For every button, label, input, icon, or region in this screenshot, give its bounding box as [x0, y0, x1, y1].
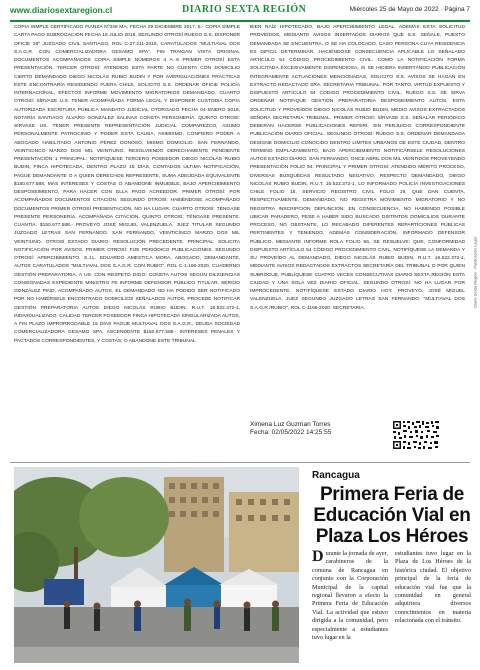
electronic-signature	[250, 421, 380, 437]
legal-notice-column-right: BIEN RAÍZ HIPOTECADO, BAJO APERCIBIMIENTO LEGAL. ADEMÁS ESTA SOLICITUD PROVEÍDOS, MEDIANTE AVISOS INSERTADOS DIARIOS QUE S.S. SEÑALE, PUESTO DEMANDADA SE ENCUENTRA, O SE HA COLOCADO, CASO PERSONA CUYA RESIDENCIA ES DIFÍCIL DETERMINAR, HACIÉNDOSE CONSECUENCIA APLICABLE LO SEÑALADO ARTÍCULO 54 CÓDIGO PROCEDIMIENTO CIVIL. COMO LA NOTIFICACIÓN FORMA SOLICITADA EXCESIVAMENTE DISPENDIOSA, SI SE HICIERA INSERTÁNDO PUBLICACIÓN ÍNTEGRAMENTE ACTUACIONES MENCIONADAS, SOLICITO S.S. AVISOS SE HAGAN EN EXTRACTO REDACTADO SRA. SECRETARIA TRIBUNAL. POR TANTO, VIRTUD EXPUESTO Y DISPUESTO ARTÍCULO 54 CÓDIGO PROCEDIMIENTO CIVIL, RUEGO S.S. SE SIRVA ORDENAR NOTIFIQUE GESTIÓN PREPARATORIA DESPOSEIMIENTO AUTOS, ESTA SOLICITUD Y PROVEÍDOS DIEGO NICOLÁS RUBIO BUDIN, MEDIO AVISOS EXTRACTADOS SEÑORA SECRETARIA TRIBUNAL. PRIMER OTROSÍ: SÍRVASE S.S. SEÑALAR PERIÓDICO DEBERÁN HACERSE PUBLICACIONES REFERÍ, SIN PERJUICIO CORRESPONDIENTE PUBLICACIÓN DIARIO OFICIAL. SEGUNDO OTROSÍ: RUEGO S.S. ORDENAR DEMANDADA DESIGNE DOMICILIO CONOCIDO DENTRO LÍMITES URBANOS DE ESTE CIUDAD, DENTRO TÉRMINO EMPLAZAMIENTO, BAJO APERCIBIMIENTO NOTIFICÁRSELE RESOLUCIONES AUTOS ESTADO DIARIO. SAN FERNANDO, ONCE ABRIL DOS MIL VEINTIDÓS PROVEYENDO PRESENTACIÓN FOLIO 94: PRINCIPAL Y PRIMER OTROSÍ: ATENDIDO MÉRITO PROCESO, DIVERSAS BÚSQUEDAS RESULTADO NEGATIVO, RESPECTO DEMANDADO, DIEGO NICOLÁS RUBIO BUDIN, R.U.T. 16.522.372-1, LO INFORMADO POLICÍA INVESTIGACIONES CHILE FOLIO 15, SERVICIO REGISTRO CIVIL FOLIO 19, QUE DAN CUENTA, RESPECTIVAMENTE, DEMANDADO, NO REGISTRA MOVIMIENTO MIGRATORIO Y NO REGISTRA INSCRIPCIÓN DEFUNCIÓN; EN CONSECUENCIA, NO HABIENDO POSIBLE UBICAR PARADERO, PESE A HABER SIDO BUSCADO DISTINTOS DOMICILIOS DURANTE PROCESO, NO OBSTANTE, LO RECABADO DIFERENTES REPARTICIONES PÚBLICAS PERTINENTES Y TENIENDO, ADEMÁS CONSIDERACIÓN, INFORMADO DEFENSOR PÚBLICO, MEDIANTE INFORME ROLA FOLIO 56, SE RESUELVE: QUE, CONFORMIDAD DISPUESTO ARTÍCULO 54 CÓDIGO PROCEDIMIENTO CIVIL, NOTIFÍQUESE LA DEMANDA Y SU PROVEÍDO AL DEMANDADO, DIEGO NICOLÁS RUBIO BUDIN, R.U.T. 16.522.372-1, MEDIANTE AVISOS REDACTADOS EXTRACTOS SECRETARÍA DEL TRIBUNAL O POR QUIEN SUBROGUE, PUBLÍQUESE CUATRO VECES CONSECUTIVAS DIARIO SEXTA REGIÓN ESTA CIUDAD Y UNA SOLA VEZ DIARIO OFICIAL. SEGUNDO OTROSÍ: NO HA LUGAR POR IMPROCEDENTE. NOTIFÍQUESE ESTADO DIARIO HOY. PROVEYÓ, JOSÉ MIGUEL VALENZUELA, JUEZ SEGUNDO JUZGADO LETRAS SAN FERNANDO. "MULTIAVAL DOS S.A.G.R./RUBIO", ROL C-1166-2020. SECRETARIA.	[250, 25, 465, 311]
article-column-2: estudiantes tuvo lugar en la Plaza de Los Héroes de la histórica ciudad. El objetivo principal de la feria de educación vial fue que la comunidad en general adquiriera diversos conocimientos en materia relacionada con el tránsito.	[395, 550, 471, 625]
qr-code-icon	[392, 420, 440, 450]
article-column-1	[312, 550, 388, 642]
article-headline: Primera Feria de Educación Vial en Plaza Los Héroes	[313, 484, 471, 547]
article-kicker: Rancagua	[312, 470, 360, 481]
newspaper-title: DIARIO SEXTA REGIÓN	[182, 4, 307, 15]
article-column-1-text: urante la jornada de ayer, carabineros de la comuna de Rancagua en conjunto con la Corporación Municipal de la capital regional llevaron a efecto la Primera Feria de Educación Vial. La actividad que estuvo dirigida a la comunidad, pero especialmente a estudiantes tuvo lugar en la	[312, 550, 389, 642]
site-url[interactable]: www.diariosextaregion.cl	[10, 5, 113, 15]
legal-notice-column-left: COPIA SIMPLE CERTIFICADO FIANZA Nº349 MA, FECHA 29 DICIEMBRE 2017. 5.- COPIA SIMPLE CARTA PAGO SUBROGACIÓN FECHA 18 JULIO 2018, SEGUNDO OTROSÍ RUEGO S.S. DISPONER OFICIE 28º JUZGADO CIVIL SANTIAGO, ROL C-27.211-2018, CARATULADOS "MULTIAVAL DOS S.A.G.R. CON COMERCIALIZADORA GESAMO SPA", FIN TRAIGAN VISTA ORIGINAL DOCUMENTOS ACOMPAÑADOS COPIA SIMPLE NÚMEROS 4 A 6 PRIMER OTROSÍ ESTA PRESENTACIÓN. TERCER OTROSÍ: ATENDIDO ESTA PARTE NO CUENTA CON DOMICILIO CIERTO DEMANDADO DIEGO NICOLÁS RUBIO BUDIN Y POR AVERIGUACIONES PRACTICAS ESTE ENCONTRARÍA RESIDIENDO FUERA CHILE, SOLICITO S.S. ORDENAR OFICIE POLICÍA INTERNACIONAL, EFECTOS INFORME MOVIMIENTO MIGRATORIOS DEMANDADO. CUARTO OTROSÍ: SÍRVASE U.S. TENER ACOMPAÑADA FORMA LEGAL Y DISPONER CUSTODIA COPIA AUTORIZADA ESCRITURA PÚBLICA MANDATO JUDICIAL OTORGADO FECHA 04 ENERO 2019, NOTARÍA SANTIAGO ÁLVARO GONZÁLEZ SALINAS CONSTA PERSONERÍA. QUINTO OTROSÍ: SÍRVASE US. TENER PRESENTE REPRESENTACIÓN JUDICIAL COMPAREZCO, ASUMO PERSONALMENTE PATROCINIO Y PODER ESTA CAUSA, ASIMISMO, CONFIERO PODER A ABOGADO HABILITADO ANTONIO PÉREZ DONOSO, MISMO DOMICILIO. SAN FERNANDO, VEINTICINCO MARZO DOS MIL VEINTIUNO. RESOLVIENDO DERECHAMENTE PENDIENTE PRESENTACIÓN 1 PRINCIPAL: NOTIFÍQUESE TERCERO POSEEDOR DIEGO NICOLÁS RUBIO BUDIN, FINCA HIPOTECADA, DENTRO PLAZO 15 DÍAS, CONTADOS ÚLTIMA NOTIFICACIÓN, PAGUE DEMANDANTE O A QUIEN DERECHOS REPRESENTE, SUMA ADEUDADA EQUIVALENTE $150.677.588, MÁS INTERESES Y COSTAS O ABANDONE INMUEBLE, BAJO APERCIBIMIENTO DESPOSEIMIENTO, PARA HACER CON ELLA PAGO ACREEDOR. PRIMER OTROSÍ: POR ACOMPAÑADOS DOCUMENTOS CITACIÓN. SEGUNDO OTROSÍ: HABIÉNDOSE ACOMPAÑADO DOCUMENTOS PRIMER OTROSÍ PRESENTACIÓN, NO HA LUGAR. CUARTO OTROSÍ: TÉNGASE PRESENTE PERSONERÍA. ACOMPAÑADA CITACIÓN. QUINTO OTROSÍ: TÉNGASE PRESENTE. CUANTÍA: $150.677.588.- PROVEYÓ JOSÉ MIGUEL VALENZUELA, JUEZ TITULAR SEGUNDO JUZGADO LETRAS SAN FERNANDO. SAN FERNANDO, VEINTICINCO MARZO DOS MIL VEINTIUNO. OTROSÍ ESTADO DIARIO. RESOLUCIÓN PRECEDENTE. PRINCIPAL: SOLICITA NOTIFICACIÓN POR AVISOS. PRIMER OTROSÍ: FIJE PERIÓDICO PUBLICACIONES. SEGUNDO OTROSÍ: APERCIBIMIENTO. S.J.L. EDUARDO AMESTICA MORA, ABOGADO, DEMANDANTE, AUTOS CARATULADOS "MULTIAVAL DOS S.A.G.R. CON RUBIO", ROL C-1.166-2020, CUADERNO GESTIÓN PREPARATORIA, A US. CON RESPETO DIGO: CONSTA AUTOS SEGÚN DILIGENCIAS CONSIGNADAS EXPEDIENTE MINISTRO FE INFORME DEFENSOR PÚBLICO TITULAR, SERGIO GONZÁLEZ PINO, ACOMPAÑADO AUTOS, EL DEMANDADO NO HA PODIDO SER NOTIFICADO POR NO HABÉRSELE ENCONTRADO DOMICILIOS SEÑALADOS AUTOS, PROCEDE NOTIFICAR GESTIÓN PREPARATORIA AUTOS DIEGO NICOLÁS RUBIO BUDIN, R.U.T. 16.522.372-1, INDIVIDUALIZADO, CALIDAD TERCER POSEEDOR FINCA HIPOTECADA SINGULARIZADA AUTOS, A FIN PLAZO IMPRORROGABLE 15 DÍAS PAGUE MULTIAVAL DOS S.A.G.R., DEUDA SOCIEDAD COMERCIALIZADORA GESAMO SPA, ASCENDENTE $150.677.588.- INTERESES PENALES Y PACTADOS CORRESPONDIENTES, Y COSTAS; O ABANDONE ESTE TRIBUNAL	[14, 25, 240, 344]
issue-date: Miércoles 25 de Mayo de 2022 · Página 7	[349, 6, 470, 13]
section-divider	[10, 462, 470, 463]
page-header	[10, 4, 470, 22]
dropcap: D	[312, 548, 324, 565]
vertical-margin-note	[470, 200, 478, 350]
signature-date: Fecha: 02/05/2022 14:25:55	[250, 429, 332, 436]
vertical-margin-text: Diario Sexta Región · Publicación Legal	[472, 237, 478, 308]
feria-photo	[14, 467, 299, 663]
signer-name: Ximena Luz Guzman Torres	[250, 421, 331, 428]
